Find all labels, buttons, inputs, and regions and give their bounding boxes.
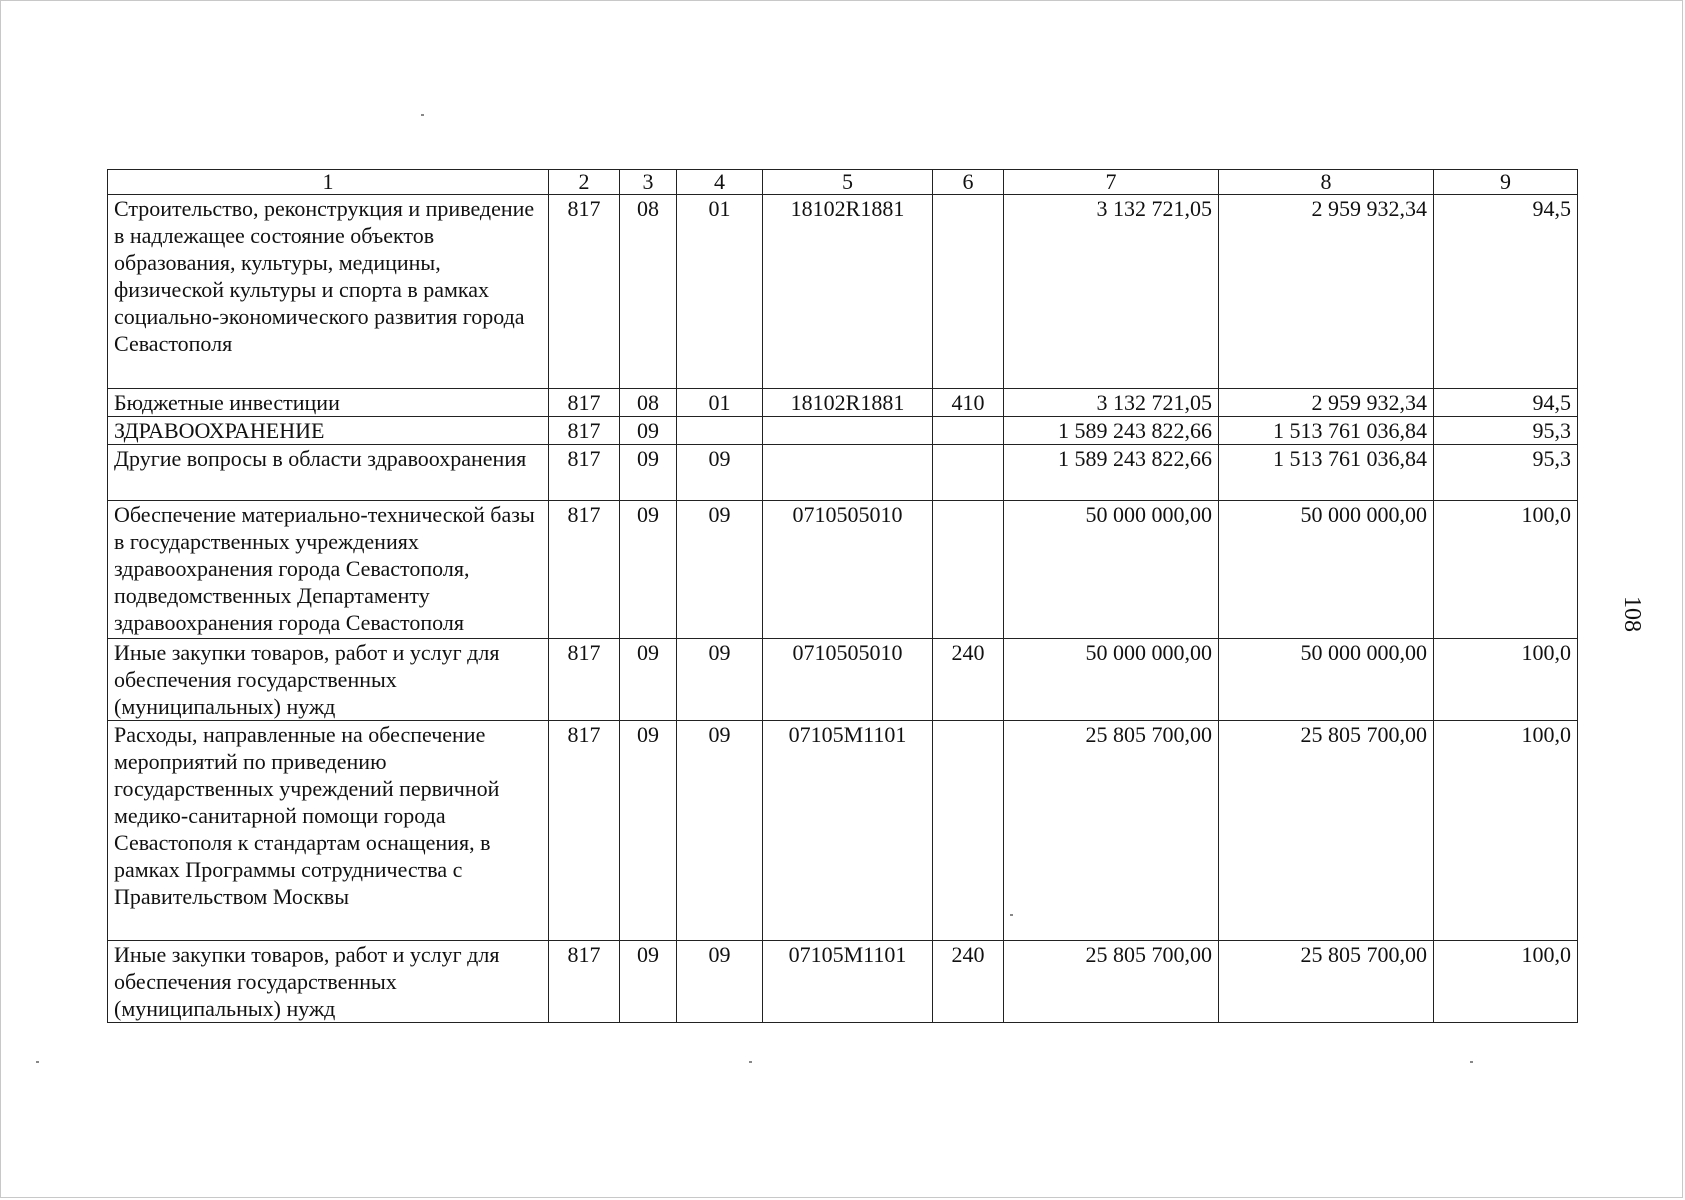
row-description: Другие вопросы в области здравоохранения — [108, 445, 549, 501]
page-number: 108 — [1619, 596, 1645, 632]
column-header: 3 — [620, 170, 677, 195]
cell-col3: 09 — [620, 501, 677, 639]
cell-col8: 2 959 932,34 — [1219, 389, 1434, 417]
cell-col6 — [933, 501, 1004, 639]
row-description: Бюджетные инвестиции — [108, 389, 549, 417]
cell-col8: 1 513 761 036,84 — [1219, 445, 1434, 501]
scan-speck — [36, 1061, 39, 1063]
cell-col5: 07105M1101 — [763, 721, 933, 941]
cell-col5: 18102R1881 — [763, 195, 933, 389]
cell-col6 — [933, 445, 1004, 501]
cell-col5: 0710505010 — [763, 501, 933, 639]
cell-col6: 410 — [933, 389, 1004, 417]
table-row — [108, 501, 1578, 639]
cell-col4: 09 — [677, 501, 763, 639]
cell-col5 — [763, 417, 933, 445]
row-description: ЗДРАВООХРАНЕНИЕ — [108, 417, 549, 445]
cell-col5: 0710505010 — [763, 639, 933, 721]
cell-col6: 240 — [933, 941, 1004, 1023]
cell-col4: 09 — [677, 941, 763, 1023]
cell-col7: 25 805 700,00 — [1004, 721, 1219, 941]
cell-col9: 95,3 — [1434, 417, 1578, 445]
cell-col4: 09 — [677, 445, 763, 501]
cell-col3: 08 — [620, 195, 677, 389]
cell-col6 — [933, 195, 1004, 389]
cell-col8: 25 805 700,00 — [1219, 721, 1434, 941]
cell-col9: 100,0 — [1434, 721, 1578, 941]
cell-col8: 2 959 932,34 — [1219, 195, 1434, 389]
cell-col3: 09 — [620, 639, 677, 721]
cell-col7: 1 589 243 822,66 — [1004, 417, 1219, 445]
budget-table — [107, 169, 1578, 1023]
table-row — [108, 941, 1578, 1023]
table-row — [108, 195, 1578, 389]
cell-col8: 50 000 000,00 — [1219, 639, 1434, 721]
cell-col2: 817 — [549, 445, 620, 501]
column-header: 7 — [1004, 170, 1219, 195]
cell-col2: 817 — [549, 721, 620, 941]
cell-col3: 09 — [620, 721, 677, 941]
table-row — [108, 417, 1578, 445]
cell-col3: 09 — [620, 417, 677, 445]
cell-col6 — [933, 721, 1004, 941]
column-header: 9 — [1434, 170, 1578, 195]
scan-speck — [749, 1061, 752, 1063]
column-header: 5 — [763, 170, 933, 195]
cell-col3: 09 — [620, 445, 677, 501]
row-description: Строительство, реконструкция и приведение в надлежащее состояние объектов образования, культуры, медицины, физической культуры и спорта в рамках социально-экономического развития города Севастополя — [108, 195, 549, 389]
cell-col4: 01 — [677, 389, 763, 417]
column-header: 6 — [933, 170, 1004, 195]
column-header: 2 — [549, 170, 620, 195]
cell-col2: 817 — [549, 941, 620, 1023]
cell-col2: 817 — [549, 195, 620, 389]
cell-col9: 94,5 — [1434, 389, 1578, 417]
header-row — [108, 170, 1578, 195]
cell-col9: 95,3 — [1434, 445, 1578, 501]
cell-col7: 1 589 243 822,66 — [1004, 445, 1219, 501]
cell-col4: 09 — [677, 721, 763, 941]
column-header: 8 — [1219, 170, 1434, 195]
cell-col9: 100,0 — [1434, 941, 1578, 1023]
cell-col7: 3 132 721,05 — [1004, 195, 1219, 389]
row-description: Иные закупки товаров, работ и услуг для обеспечения государственных (муниципальных) нужд — [108, 941, 549, 1023]
row-description: Обеспечение материально-технической базы в государственных учреждениях здравоохранения города Севастополя, подведомственных Департаменту здравоохранения города Севастополя — [108, 501, 549, 639]
cell-col9: 100,0 — [1434, 639, 1578, 721]
cell-col2: 817 — [549, 501, 620, 639]
cell-col4: 09 — [677, 639, 763, 721]
cell-col3: 09 — [620, 941, 677, 1023]
cell-col4: 01 — [677, 195, 763, 389]
table-row — [108, 445, 1578, 501]
cell-col9: 100,0 — [1434, 501, 1578, 639]
table-row — [108, 389, 1578, 417]
scan-speck — [1470, 1061, 1473, 1063]
column-header: 4 — [677, 170, 763, 195]
cell-col8: 50 000 000,00 — [1219, 501, 1434, 639]
cell-col2: 817 — [549, 639, 620, 721]
cell-col4 — [677, 417, 763, 445]
cell-col7: 50 000 000,00 — [1004, 501, 1219, 639]
scan-speck — [421, 114, 424, 116]
cell-col8: 1 513 761 036,84 — [1219, 417, 1434, 445]
cell-col5: 18102R1881 — [763, 389, 933, 417]
table-row — [108, 639, 1578, 721]
cell-col8: 25 805 700,00 — [1219, 941, 1434, 1023]
cell-col5: 07105M1101 — [763, 941, 933, 1023]
cell-col3: 08 — [620, 389, 677, 417]
cell-col7: 3 132 721,05 — [1004, 389, 1219, 417]
row-description: Расходы, направленные на обеспечение мероприятий по приведению государственных учреждений первичной медико-санитарной помощи города Севастополя к стандартам оснащения, в рамках Программы сотрудничества с Правительством Москвы — [108, 721, 549, 941]
scan-speck — [1010, 914, 1013, 916]
cell-col2: 817 — [549, 417, 620, 445]
cell-col6 — [933, 417, 1004, 445]
cell-col5 — [763, 445, 933, 501]
row-description: Иные закупки товаров, работ и услуг для обеспечения государственных (муниципальных) нужд — [108, 639, 549, 721]
column-header: 1 — [108, 170, 549, 195]
cell-col7: 50 000 000,00 — [1004, 639, 1219, 721]
cell-col2: 817 — [549, 389, 620, 417]
cell-col9: 94,5 — [1434, 195, 1578, 389]
cell-col7: 25 805 700,00 — [1004, 941, 1219, 1023]
table-row — [108, 721, 1578, 941]
cell-col6: 240 — [933, 639, 1004, 721]
